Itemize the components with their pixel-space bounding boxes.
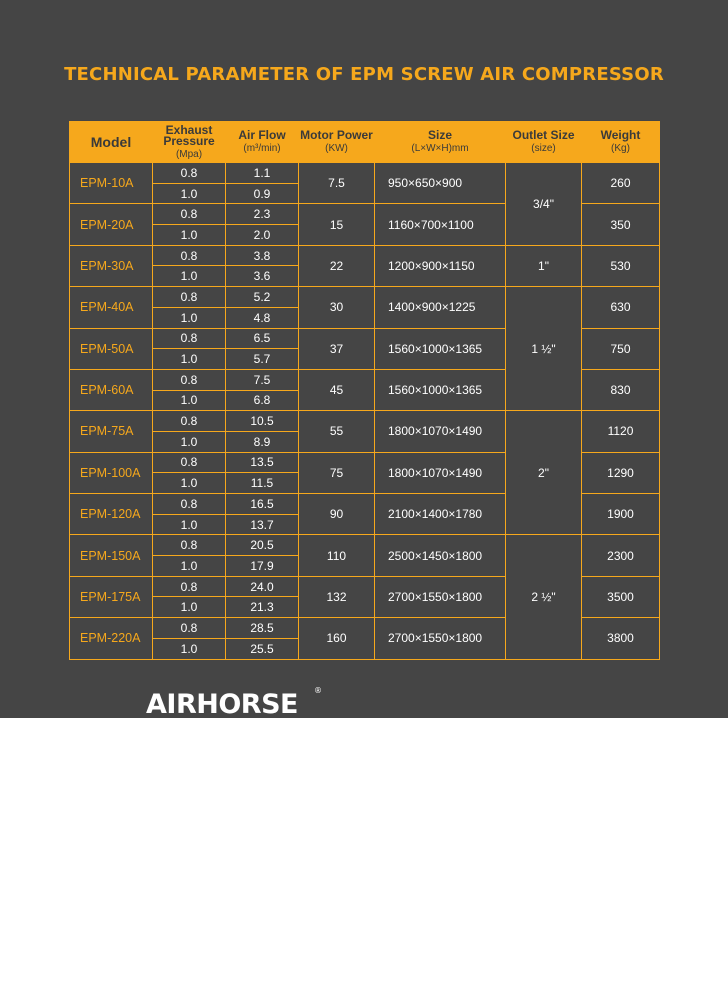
model-cell: EPM-100A bbox=[70, 452, 153, 493]
outlet-cell: 2" bbox=[506, 411, 582, 535]
model-cell: EPM-30A bbox=[70, 245, 153, 286]
svg-text:AIRHORSE: AIRHORSE bbox=[146, 689, 298, 718]
table-row bbox=[70, 411, 660, 432]
header-power: Motor Power (KW) bbox=[299, 122, 375, 163]
airflow-cell: 8.9 bbox=[226, 431, 299, 452]
weight-cell: 350 bbox=[582, 204, 660, 245]
power-cell: 30 bbox=[299, 287, 375, 328]
header-outlet: Outlet Size (size) bbox=[506, 122, 582, 163]
table-row bbox=[70, 287, 660, 308]
header-pressure: Exhaust Pressure (Mpa) bbox=[153, 122, 226, 163]
size-cell: 950×650×900 bbox=[375, 163, 506, 204]
pressure-cell: 0.8 bbox=[153, 411, 226, 432]
model-cell: EPM-20A bbox=[70, 204, 153, 245]
model-cell: EPM-175A bbox=[70, 576, 153, 617]
table-row bbox=[70, 535, 660, 556]
table-body bbox=[70, 163, 660, 660]
airflow-cell: 5.2 bbox=[226, 287, 299, 308]
power-cell: 110 bbox=[299, 535, 375, 576]
weight-cell: 630 bbox=[582, 287, 660, 328]
outlet-cell: 1 ½" bbox=[506, 287, 582, 411]
weight-cell: 2300 bbox=[582, 535, 660, 576]
airflow-cell: 13.7 bbox=[226, 514, 299, 535]
pressure-cell: 1.0 bbox=[153, 225, 226, 246]
power-cell: 7.5 bbox=[299, 163, 375, 204]
weight-cell: 750 bbox=[582, 328, 660, 369]
airflow-cell: 6.5 bbox=[226, 328, 299, 349]
pressure-cell: 0.8 bbox=[153, 494, 226, 515]
airflow-cell: 17.9 bbox=[226, 556, 299, 577]
pressure-cell: 0.8 bbox=[153, 535, 226, 556]
size-cell: 2700×1550×1800 bbox=[375, 618, 506, 659]
pressure-cell: 0.8 bbox=[153, 576, 226, 597]
airflow-cell: 5.7 bbox=[226, 349, 299, 370]
spec-table bbox=[69, 121, 660, 660]
airflow-cell: 6.8 bbox=[226, 390, 299, 411]
airflow-cell: 3.6 bbox=[226, 266, 299, 287]
size-cell: 1560×1000×1365 bbox=[375, 369, 506, 410]
airflow-cell: 1.1 bbox=[226, 163, 299, 184]
pressure-cell: 1.0 bbox=[153, 390, 226, 411]
airflow-cell: 10.5 bbox=[226, 411, 299, 432]
size-cell: 1160×700×1100 bbox=[375, 204, 506, 245]
model-cell: EPM-75A bbox=[70, 411, 153, 452]
airflow-cell: 0.9 bbox=[226, 183, 299, 204]
airflow-cell: 2.3 bbox=[226, 204, 299, 225]
pressure-cell: 0.8 bbox=[153, 618, 226, 639]
pressure-cell: 1.0 bbox=[153, 183, 226, 204]
pressure-cell: 1.0 bbox=[153, 597, 226, 618]
table-row bbox=[70, 163, 660, 184]
size-cell: 2500×1450×1800 bbox=[375, 535, 506, 576]
airflow-cell: 28.5 bbox=[226, 618, 299, 639]
pressure-cell: 0.8 bbox=[153, 452, 226, 473]
power-cell: 75 bbox=[299, 452, 375, 493]
model-cell: EPM-120A bbox=[70, 494, 153, 535]
pressure-cell: 0.8 bbox=[153, 245, 226, 266]
table-row bbox=[70, 245, 660, 266]
airflow-cell: 24.0 bbox=[226, 576, 299, 597]
pressure-cell: 0.8 bbox=[153, 204, 226, 225]
pressure-cell: 1.0 bbox=[153, 431, 226, 452]
pressure-cell: 0.8 bbox=[153, 287, 226, 308]
power-cell: 90 bbox=[299, 494, 375, 535]
outlet-cell: 2 ½" bbox=[506, 535, 582, 659]
header-airflow: Air Flow (m³/min) bbox=[226, 122, 299, 163]
model-cell: EPM-50A bbox=[70, 328, 153, 369]
weight-cell: 530 bbox=[582, 245, 660, 286]
model-cell: EPM-40A bbox=[70, 287, 153, 328]
airflow-cell: 7.5 bbox=[226, 369, 299, 390]
header-size: Size (L×W×H)mm bbox=[375, 122, 506, 163]
svg-text:®: ® bbox=[314, 686, 322, 695]
table-header-row bbox=[70, 122, 660, 163]
weight-cell: 3800 bbox=[582, 618, 660, 659]
power-cell: 15 bbox=[299, 204, 375, 245]
model-cell: EPM-60A bbox=[70, 369, 153, 410]
airflow-cell: 11.5 bbox=[226, 473, 299, 494]
weight-cell: 1900 bbox=[582, 494, 660, 535]
power-cell: 160 bbox=[299, 618, 375, 659]
size-cell: 2700×1550×1800 bbox=[375, 576, 506, 617]
airflow-cell: 25.5 bbox=[226, 638, 299, 659]
pressure-cell: 1.0 bbox=[153, 473, 226, 494]
airflow-cell: 3.8 bbox=[226, 245, 299, 266]
pressure-cell: 1.0 bbox=[153, 514, 226, 535]
size-cell: 1200×900×1150 bbox=[375, 245, 506, 286]
airflow-cell: 20.5 bbox=[226, 535, 299, 556]
weight-cell: 830 bbox=[582, 369, 660, 410]
power-cell: 22 bbox=[299, 245, 375, 286]
weight-cell: 260 bbox=[582, 163, 660, 204]
outlet-cell: 3/4" bbox=[506, 163, 582, 246]
power-cell: 37 bbox=[299, 328, 375, 369]
weight-cell: 3500 bbox=[582, 576, 660, 617]
pressure-cell: 1.0 bbox=[153, 349, 226, 370]
pressure-cell: 1.0 bbox=[153, 638, 226, 659]
pressure-cell: 0.8 bbox=[153, 163, 226, 184]
model-cell: EPM-220A bbox=[70, 618, 153, 659]
model-cell: EPM-10A bbox=[70, 163, 153, 204]
size-cell: 2100×1400×1780 bbox=[375, 494, 506, 535]
model-cell: EPM-150A bbox=[70, 535, 153, 576]
outlet-cell: 1" bbox=[506, 245, 582, 286]
size-cell: 1800×1070×1490 bbox=[375, 411, 506, 452]
pressure-cell: 1.0 bbox=[153, 556, 226, 577]
airflow-cell: 2.0 bbox=[226, 225, 299, 246]
pressure-cell: 1.0 bbox=[153, 307, 226, 328]
page-title: TECHNICAL PARAMETER OF EPM SCREW AIR COMPRESSOR bbox=[64, 64, 664, 85]
airflow-cell: 21.3 bbox=[226, 597, 299, 618]
header-model: Model bbox=[70, 122, 153, 163]
airflow-cell: 13.5 bbox=[226, 452, 299, 473]
airhorse-logo bbox=[146, 684, 326, 718]
pressure-cell: 1.0 bbox=[153, 266, 226, 287]
airflow-cell: 4.8 bbox=[226, 307, 299, 328]
size-cell: 1800×1070×1490 bbox=[375, 452, 506, 493]
pressure-cell: 0.8 bbox=[153, 328, 226, 349]
airflow-cell: 16.5 bbox=[226, 494, 299, 515]
pressure-cell: 0.8 bbox=[153, 369, 226, 390]
header-weight: Weight (Kg) bbox=[582, 122, 660, 163]
size-cell: 1560×1000×1365 bbox=[375, 328, 506, 369]
power-cell: 132 bbox=[299, 576, 375, 617]
weight-cell: 1120 bbox=[582, 411, 660, 452]
power-cell: 45 bbox=[299, 369, 375, 410]
size-cell: 1400×900×1225 bbox=[375, 287, 506, 328]
weight-cell: 1290 bbox=[582, 452, 660, 493]
power-cell: 55 bbox=[299, 411, 375, 452]
